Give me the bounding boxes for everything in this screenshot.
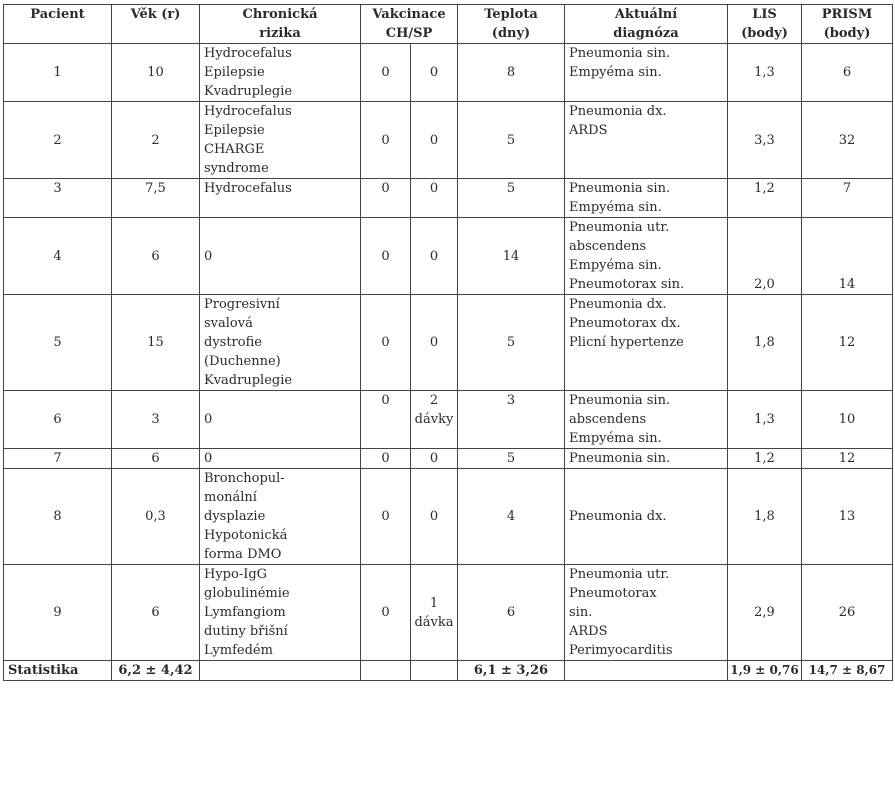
stat-prism: 14,7 ± 8,67 bbox=[802, 661, 893, 681]
cell-fever: 8 bbox=[458, 44, 565, 102]
table-row bbox=[4, 295, 893, 391]
cell-risks: 0 bbox=[200, 218, 361, 295]
statistics-label: Statistika bbox=[4, 661, 112, 681]
cell-prism: 32 bbox=[802, 102, 893, 179]
cell-risks: Progresivní svalová dystrofie (Duchenne) Kvadruplegie bbox=[200, 295, 361, 391]
cell-vacc-ch: 0 bbox=[361, 44, 411, 102]
cell-lis: 1,8 bbox=[728, 469, 802, 565]
cell-patient: 3 bbox=[4, 179, 112, 218]
cell-vacc-sp: 0 bbox=[411, 449, 458, 469]
cell-diagnosis: Pneumonia dx. bbox=[565, 469, 728, 565]
cell-patient: 7 bbox=[4, 449, 112, 469]
table-row bbox=[4, 218, 893, 295]
cell-prism: 10 bbox=[802, 391, 893, 449]
cell-age: 10 bbox=[112, 44, 200, 102]
cell-fever: 4 bbox=[458, 469, 565, 565]
header-row bbox=[4, 5, 893, 44]
cell-prism: 12 bbox=[802, 449, 893, 469]
header-age: Věk (r) bbox=[112, 5, 200, 44]
cell-patient: 5 bbox=[4, 295, 112, 391]
cell-fever: 5 bbox=[458, 179, 565, 218]
cell-vacc-ch: 0 bbox=[361, 469, 411, 565]
cell-risks: Hydrocefalus Epilepsie CHARGE syndrome bbox=[200, 102, 361, 179]
table-row bbox=[4, 449, 893, 469]
header-vaccination: Vakcinace CH/SP bbox=[361, 5, 458, 44]
header-prism: PRISM (body) bbox=[802, 5, 893, 44]
cell-diagnosis: Pneumonia dx. ARDS bbox=[565, 102, 728, 179]
stat-diagnosis bbox=[565, 661, 728, 681]
cell-patient: 8 bbox=[4, 469, 112, 565]
table-row bbox=[4, 44, 893, 102]
stat-risks bbox=[200, 661, 361, 681]
cell-lis: 2,9 bbox=[728, 565, 802, 661]
cell-vacc-sp: 0 bbox=[411, 102, 458, 179]
cell-age: 6 bbox=[112, 449, 200, 469]
cell-prism: 26 bbox=[802, 565, 893, 661]
stat-age: 6,2 ± 4,42 bbox=[112, 661, 200, 681]
cell-diagnosis: Pneumonia utr. Pneumotorax sin. ARDS Perimyocarditis bbox=[565, 565, 728, 661]
cell-vacc-sp: 0 bbox=[411, 218, 458, 295]
cell-vacc-sp: 1 dávka bbox=[411, 565, 458, 661]
header-chronic-risks: Chronická rizika bbox=[200, 5, 361, 44]
cell-patient: 6 bbox=[4, 391, 112, 449]
cell-lis: 1,2 bbox=[728, 449, 802, 469]
cell-vacc-sp: 2 dávky bbox=[411, 391, 458, 449]
cell-vacc-ch: 0 bbox=[361, 391, 411, 449]
header-lis: LIS (body) bbox=[728, 5, 802, 44]
cell-age: 0,3 bbox=[112, 469, 200, 565]
cell-prism: 6 bbox=[802, 44, 893, 102]
cell-lis: 3,3 bbox=[728, 102, 802, 179]
cell-risks: 0 bbox=[200, 391, 361, 449]
table-row bbox=[4, 565, 893, 661]
cell-prism: 13 bbox=[802, 469, 893, 565]
cell-age: 3 bbox=[112, 391, 200, 449]
table-row bbox=[4, 469, 893, 565]
cell-age: 2 bbox=[112, 102, 200, 179]
cell-risks: Hypo-IgG globulinémie Lymfangiom dutiny břišní Lymfedém bbox=[200, 565, 361, 661]
cell-age: 6 bbox=[112, 218, 200, 295]
cell-fever: 14 bbox=[458, 218, 565, 295]
cell-diagnosis: Pneumonia dx. Pneumotorax dx. Plicní hypertenze bbox=[565, 295, 728, 391]
cell-prism: 7 bbox=[802, 179, 893, 218]
stat-lis: 1,9 ± 0,76 bbox=[728, 661, 802, 681]
cell-vacc-sp: 0 bbox=[411, 295, 458, 391]
stat-vacc-sp bbox=[411, 661, 458, 681]
statistics-row bbox=[4, 661, 893, 681]
cell-fever: 6 bbox=[458, 565, 565, 661]
cell-diagnosis: Pneumonia sin. Empyéma sin. bbox=[565, 44, 728, 102]
cell-vacc-ch: 0 bbox=[361, 218, 411, 295]
table-container bbox=[3, 4, 893, 681]
cell-vacc-ch: 0 bbox=[361, 179, 411, 218]
cell-vacc-ch: 0 bbox=[361, 565, 411, 661]
header-patient: Pacient bbox=[4, 5, 112, 44]
cell-lis: 1,3 bbox=[728, 391, 802, 449]
cell-fever: 3 bbox=[458, 391, 565, 449]
cell-vacc-ch: 0 bbox=[361, 449, 411, 469]
table-row bbox=[4, 391, 893, 449]
cell-risks: 0 bbox=[200, 449, 361, 469]
cell-patient: 9 bbox=[4, 565, 112, 661]
cell-prism: 14 bbox=[802, 218, 893, 295]
cell-fever: 5 bbox=[458, 295, 565, 391]
cell-age: 15 bbox=[112, 295, 200, 391]
patients-table bbox=[3, 4, 893, 681]
cell-lis: 1,8 bbox=[728, 295, 802, 391]
cell-fever: 5 bbox=[458, 102, 565, 179]
cell-lis: 1,2 bbox=[728, 179, 802, 218]
header-diagnosis: Aktuální diagnóza bbox=[565, 5, 728, 44]
cell-prism: 12 bbox=[802, 295, 893, 391]
table-row bbox=[4, 102, 893, 179]
cell-diagnosis: Pneumonia sin. bbox=[565, 449, 728, 469]
cell-fever: 5 bbox=[458, 449, 565, 469]
cell-vacc-sp: 0 bbox=[411, 44, 458, 102]
cell-diagnosis: Pneumonia sin. abscendens Empyéma sin. bbox=[565, 391, 728, 449]
cell-risks: Hydrocefalus bbox=[200, 179, 361, 218]
cell-age: 6 bbox=[112, 565, 200, 661]
cell-patient: 4 bbox=[4, 218, 112, 295]
stat-vacc-ch bbox=[361, 661, 411, 681]
cell-diagnosis: Pneumonia sin. Empyéma sin. bbox=[565, 179, 728, 218]
cell-vacc-ch: 0 bbox=[361, 295, 411, 391]
cell-risks: Bronchopul- monální dysplazie Hypotonická forma DMO bbox=[200, 469, 361, 565]
stat-fever: 6,1 ± 3,26 bbox=[458, 661, 565, 681]
cell-diagnosis: Pneumonia utr. abscendens Empyéma sin. Pneumotorax sin. bbox=[565, 218, 728, 295]
cell-patient: 2 bbox=[4, 102, 112, 179]
header-fever-days: Teplota (dny) bbox=[458, 5, 565, 44]
cell-vacc-sp: 0 bbox=[411, 179, 458, 218]
cell-lis: 1,3 bbox=[728, 44, 802, 102]
cell-vacc-ch: 0 bbox=[361, 102, 411, 179]
cell-risks: Hydrocefalus Epilepsie Kvadruplegie bbox=[200, 44, 361, 102]
table-row bbox=[4, 179, 893, 218]
cell-patient: 1 bbox=[4, 44, 112, 102]
cell-age: 7,5 bbox=[112, 179, 200, 218]
cell-lis: 2,0 bbox=[728, 218, 802, 295]
cell-vacc-sp: 0 bbox=[411, 469, 458, 565]
